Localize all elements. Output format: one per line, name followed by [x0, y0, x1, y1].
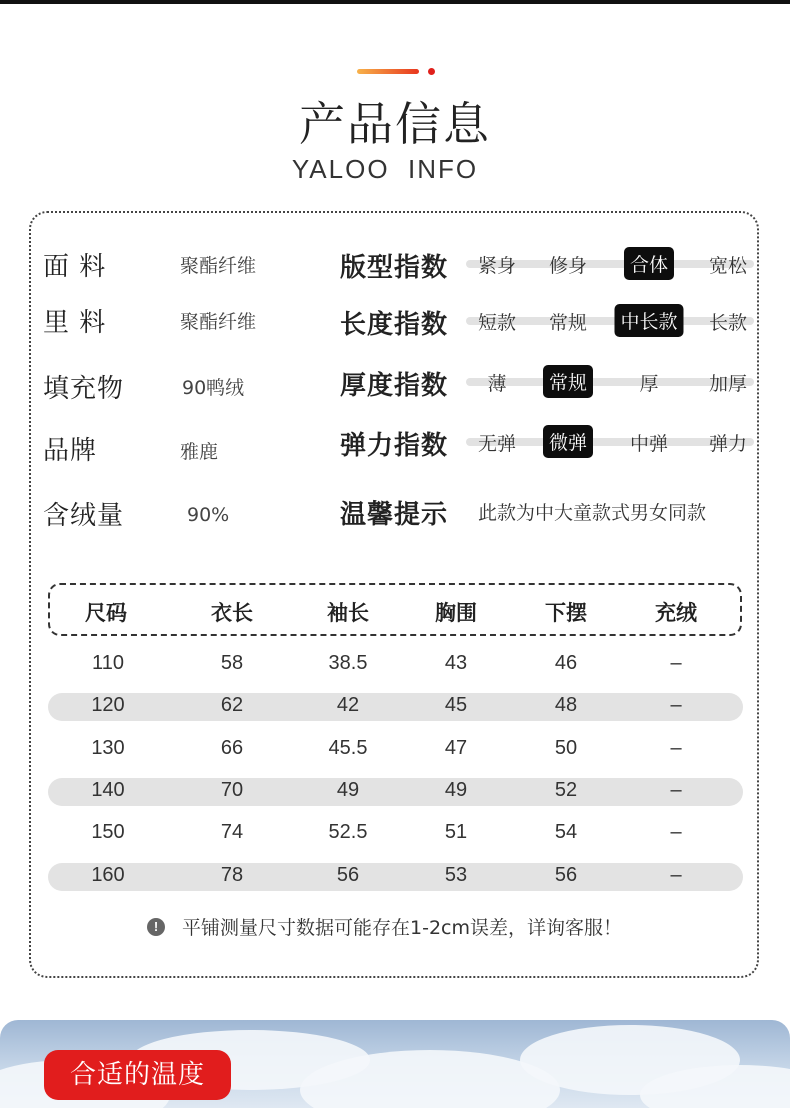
- table-cell: 120: [91, 694, 125, 716]
- index-option: 弹力: [708, 433, 748, 455]
- table-cell: 48: [554, 694, 578, 716]
- title-accent-dot: [428, 68, 435, 75]
- index-option-selected: 微弹: [543, 425, 593, 458]
- table-cell: –: [670, 652, 682, 674]
- index-option: 短款: [477, 312, 517, 334]
- table-header-cell: 袖长: [327, 601, 369, 625]
- attr-value-down-content: 90%: [187, 504, 230, 526]
- table-cell: 70: [220, 779, 244, 801]
- table-row-stripe: [48, 863, 743, 891]
- index-option: 长款: [708, 312, 748, 334]
- attr-label-brand: 品牌: [43, 436, 98, 466]
- index-option: 中弹: [629, 433, 669, 455]
- table-cell: 130: [91, 737, 125, 759]
- attr-value-brand: 雅鹿: [180, 441, 219, 463]
- index-option: 宽松: [708, 255, 748, 277]
- table-header-cell: 胸围: [435, 601, 477, 625]
- index-option: 紧身: [477, 255, 517, 277]
- tip-text: 此款为中大童款式男女同款: [478, 502, 707, 524]
- page-subtitle: YALOO INFO: [291, 154, 479, 184]
- table-header-cell: 衣长: [211, 601, 253, 625]
- table-cell: 49: [336, 779, 360, 801]
- size-table-header: [48, 583, 742, 636]
- index-option: 厚: [639, 373, 659, 395]
- index-label: 弹力指数: [340, 431, 449, 461]
- attr-label-down-content: 含绒量: [43, 501, 125, 531]
- attr-value-fabric: 聚酯纤维: [180, 255, 257, 277]
- exclamation-icon: !: [147, 918, 165, 936]
- top-border: [0, 0, 790, 4]
- table-cell: 52.5: [328, 821, 368, 843]
- measurement-note: 平铺测量尺寸数据可能存在1-2cm误差，详询客服！: [182, 917, 622, 939]
- attr-value-filling: 90鸭绒: [182, 377, 245, 399]
- table-cell: 140: [91, 779, 125, 801]
- index-option: 修身: [548, 255, 588, 277]
- table-cell: 110: [92, 652, 124, 674]
- attr-label-fabric: 面 料: [43, 252, 107, 282]
- table-cell: 51: [444, 821, 468, 843]
- attr-value-lining: 聚酯纤维: [180, 311, 257, 333]
- table-cell: 56: [336, 864, 360, 886]
- table-cell: 58: [220, 652, 244, 674]
- attr-label-lining: 里 料: [43, 308, 107, 338]
- table-header-cell: 下摆: [545, 601, 587, 625]
- table-cell: 52: [554, 779, 578, 801]
- index-option-selected: 常规: [543, 365, 593, 398]
- index-option-selected: 合体: [624, 247, 674, 280]
- index-label: 版型指数: [340, 253, 449, 283]
- title-accent-bar: [357, 69, 419, 74]
- table-row-stripe: [48, 778, 743, 806]
- index-option: 无弹: [477, 433, 517, 455]
- table-cell: 38.5: [328, 652, 368, 674]
- table-cell: 150: [91, 821, 125, 843]
- table-cell: 45: [444, 694, 468, 716]
- section-badge: 合适的温度: [44, 1050, 231, 1100]
- table-cell: 160: [91, 864, 125, 886]
- table-cell: –: [670, 779, 682, 801]
- table-cell: 53: [444, 864, 468, 886]
- table-cell: 78: [220, 864, 244, 886]
- table-cell: 49: [444, 779, 468, 801]
- table-cell: 43: [444, 652, 468, 674]
- index-label: 长度指数: [340, 310, 449, 340]
- table-header-cell: 尺码: [85, 601, 127, 625]
- table-cell: 62: [220, 694, 244, 716]
- table-cell: –: [670, 821, 682, 843]
- index-option: 加厚: [708, 373, 748, 395]
- index-option: 薄: [487, 373, 507, 395]
- table-cell: 47: [444, 737, 468, 759]
- index-option: 常规: [548, 312, 588, 334]
- attr-label-filling: 填充物: [43, 374, 125, 404]
- table-cell: 54: [554, 821, 578, 843]
- table-cell: 46: [554, 652, 578, 674]
- table-header-cell: 充绒: [655, 601, 697, 625]
- table-cell: 74: [220, 821, 244, 843]
- index-label: 厚度指数: [340, 371, 449, 401]
- table-cell: 50: [554, 737, 578, 759]
- table-cell: 56: [554, 864, 578, 886]
- table-cell: 42: [336, 694, 360, 716]
- table-cell: –: [670, 737, 682, 759]
- index-option-selected: 中长款: [614, 304, 683, 337]
- table-cell: –: [670, 864, 682, 886]
- page-title: 产品信息: [299, 97, 491, 151]
- table-row-stripe: [48, 693, 743, 721]
- table-cell: 45.5: [328, 737, 368, 759]
- table-cell: –: [670, 694, 682, 716]
- table-cell: 66: [220, 737, 244, 759]
- tip-label: 温馨提示: [340, 500, 449, 530]
